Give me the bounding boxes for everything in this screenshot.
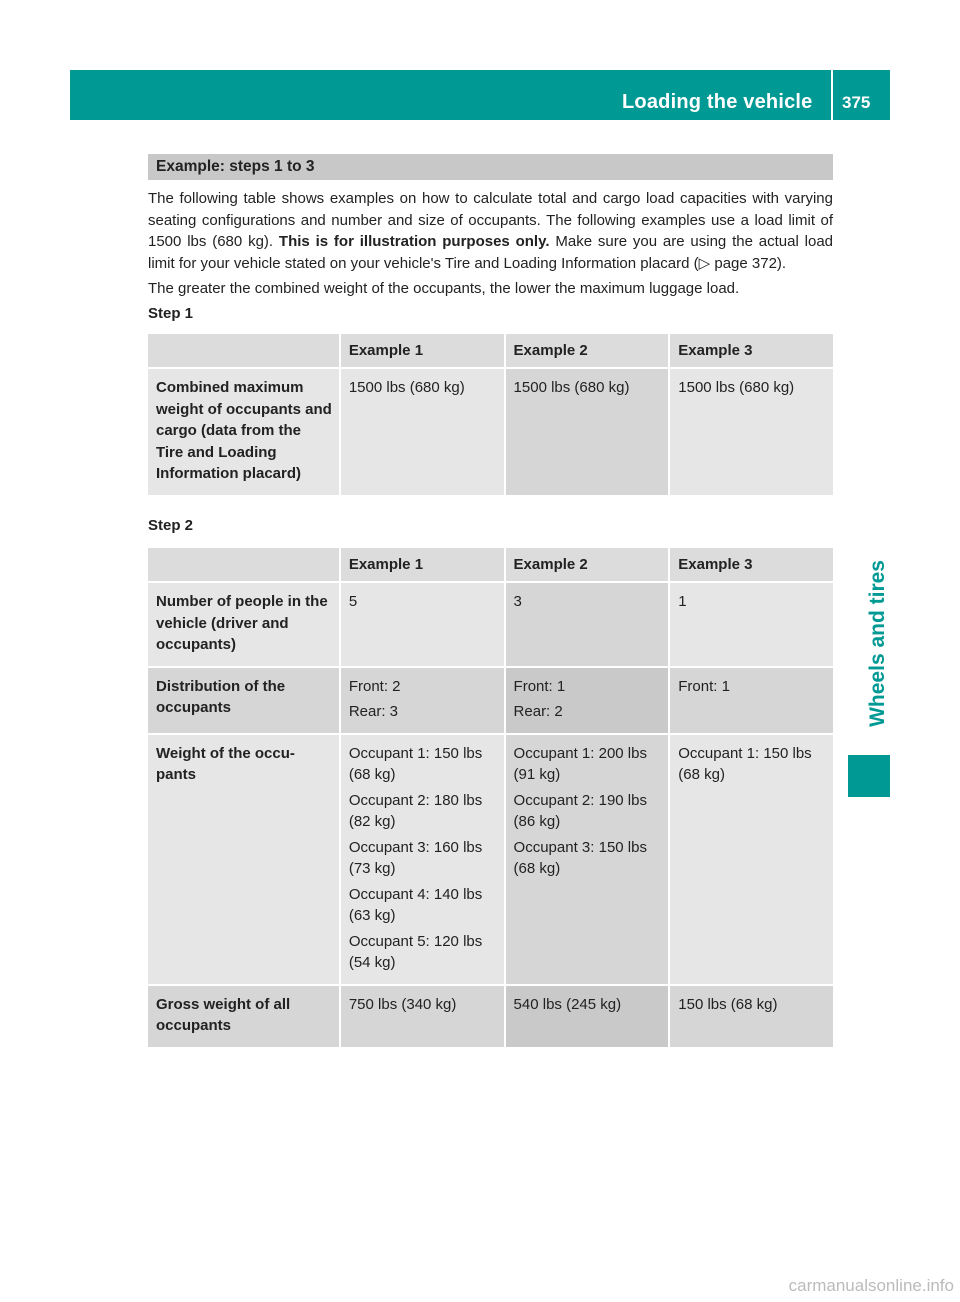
table-cell	[670, 583, 833, 666]
watermark: carmanualsonline.info	[788, 1276, 954, 1295]
cell-line: Occupant 2: 190 lbs (86 kg)	[513, 791, 647, 830]
cell-line: Occupant 1: 150 lbs (68 kg)	[678, 744, 812, 783]
table-row	[148, 735, 833, 984]
table-header-row	[148, 548, 833, 582]
cell-line: Front: 1	[513, 677, 566, 695]
row-label: Distribution of the occupants	[148, 668, 339, 733]
cell-line: Occupant 5: 120 lbs (54 kg)	[348, 932, 483, 971]
intro-text-bold: This is for illustration purposes only.	[278, 233, 550, 250]
cell-line: 150 lbs (68 kg)	[678, 995, 778, 1013]
row-label: Gross weight of all occupants	[148, 986, 339, 1047]
side-tab-label: Wheels and tires	[866, 560, 889, 727]
header-corner-cell	[148, 548, 339, 582]
cell-line: Occupant 2: 180 lbs (82 kg)	[348, 791, 483, 830]
row-label: Weight of the occu- pants	[148, 735, 339, 984]
step2-label: Step 2	[148, 516, 194, 534]
cell-line: 1	[678, 593, 687, 610]
table-cell	[670, 735, 833, 984]
cell-line: Front: 2	[348, 677, 401, 695]
column-header: Example 2	[506, 334, 669, 368]
table-cell: 1500 lbs (680 kg)	[341, 369, 504, 495]
table-cell	[506, 583, 669, 666]
column-header: Example 3	[670, 334, 833, 368]
cell-line: Front: 1	[678, 677, 730, 695]
table-row	[148, 668, 833, 733]
column-header: Example 3	[670, 548, 833, 582]
intro-text-a: The following table shows examples on how to calculate total and cargo load capacities with varying seating configurations and number and size of occupants. The following examples use a load limit of 1500 lbs (680 kg).	[148, 190, 833, 250]
table-row	[148, 583, 833, 666]
main-content	[148, 154, 833, 1049]
row-label: Number of people in the vehicle (driver and occupants)	[148, 583, 339, 666]
column-header: Example 2	[506, 548, 669, 582]
cell-line: Occupant 4: 140 lbs (63 kg)	[348, 885, 483, 924]
cell-line: Occupant 3: 160 lbs (73 kg)	[348, 838, 483, 877]
table-row	[148, 986, 833, 1047]
table-cell: 1500 lbs (680 kg)	[670, 369, 833, 495]
table-cell	[341, 735, 504, 984]
step1-label: Step 1	[148, 304, 194, 322]
table-cell	[341, 986, 504, 1047]
cell-line: 5	[348, 593, 358, 610]
table-cell	[341, 583, 504, 666]
weight-note-paragraph: The greater the combined weight of the occupants, the lower the maximum luggage load.	[148, 280, 740, 297]
cell-line: Rear: 3	[348, 703, 399, 720]
table-cell	[670, 668, 833, 733]
table-header-row	[148, 334, 833, 368]
page-title: Loading the vehicle	[622, 91, 813, 113]
row-label: Combined maximum weight of occupants and cargo (data from the Tire and Loading Information placard)	[148, 369, 339, 495]
intro-text-b: Make sure you are using the actual load limit for your vehicle stated on your vehicle's Tire and Loading Information placard (▷ page 372).	[148, 233, 834, 272]
cell-line: Rear: 2	[513, 703, 563, 720]
header-corner-cell	[148, 334, 339, 368]
table-row	[148, 369, 833, 495]
column-header: Example 1	[341, 334, 504, 368]
intro-paragraph	[148, 188, 833, 274]
section-heading: Example: steps 1 to 3	[148, 154, 833, 180]
table-cell	[506, 735, 669, 984]
cell-line: Occupant 1: 200 lbs (91 kg)	[513, 744, 647, 783]
table-cell: 1500 lbs (680 kg)	[506, 369, 669, 495]
table-cell	[670, 986, 833, 1047]
cell-line: Occupant 3: 150 lbs (68 kg)	[513, 838, 647, 877]
cell-line: 3	[513, 593, 522, 610]
cell-line: Occupant 1: 150 lbs (68 kg)	[348, 744, 483, 783]
table-cell	[506, 986, 669, 1047]
column-header: Example 1	[341, 548, 504, 582]
step2-table	[146, 546, 835, 1049]
cell-line: 750 lbs (340 kg)	[348, 995, 457, 1013]
step1-table	[146, 332, 835, 497]
cell-line: 540 lbs (245 kg)	[513, 995, 622, 1013]
header-divider	[831, 70, 833, 120]
table-cell	[341, 668, 504, 733]
side-tab-marker	[848, 755, 890, 797]
page-number: 375	[842, 93, 871, 112]
table-cell	[506, 668, 669, 733]
